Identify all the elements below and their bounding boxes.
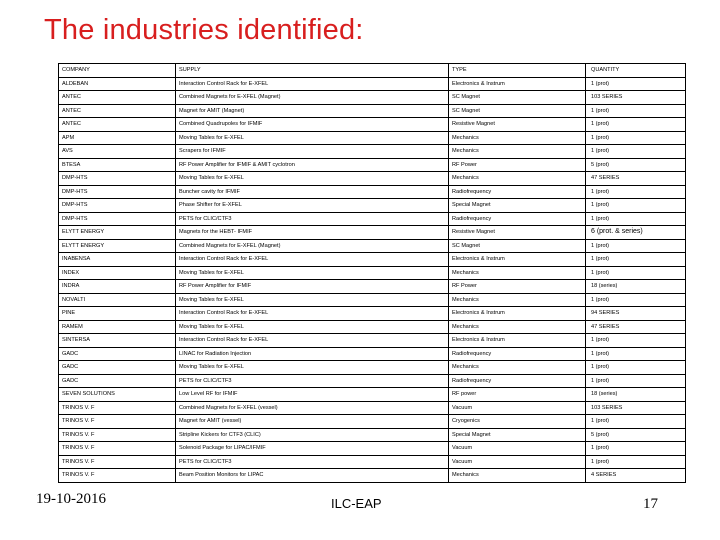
footer-date: 19-10-2016 <box>36 491 106 507</box>
supply-cell: Combined Quadrupoles for IFMIF <box>176 118 449 132</box>
quantity-cell: 1 (prot) <box>586 145 686 159</box>
type-cell: SC Magnet <box>449 91 586 105</box>
company-cell: TRINOS V. F <box>59 401 176 415</box>
table-row <box>59 266 686 280</box>
supply-cell: Interaction Control Rack for E-XFEL <box>176 253 449 267</box>
company-cell: DMP-HTS <box>59 172 176 186</box>
quantity-cell: 5 (prot) <box>586 428 686 442</box>
quantity-cell: 1 (prot) <box>586 374 686 388</box>
type-cell: Mechanics <box>449 320 586 334</box>
quantity-cell: 1 (prot) <box>586 199 686 213</box>
company-cell: GADC <box>59 374 176 388</box>
company-cell: APM <box>59 131 176 145</box>
table-row <box>59 388 686 402</box>
supply-cell: Combined Magnets for E-XFEL (vessel) <box>176 401 449 415</box>
type-cell: Vacuum <box>449 455 586 469</box>
supply-cell: Magnet for AMIT (Magnet) <box>176 104 449 118</box>
supply-cell: Stripline Kickers for CTF3 (CLIC) <box>176 428 449 442</box>
type-cell: Mechanics <box>449 469 586 483</box>
table-row <box>59 226 686 240</box>
quantity-cell: 1 (prot) <box>586 442 686 456</box>
table-row <box>59 118 686 132</box>
company-cell: GADC <box>59 347 176 361</box>
type-cell: Mechanics <box>449 361 586 375</box>
company-cell: RAMEM <box>59 320 176 334</box>
type-cell: Mechanics <box>449 131 586 145</box>
supply-cell: Moving Tables for E-XFEL <box>176 320 449 334</box>
table-row <box>59 253 686 267</box>
table-row <box>59 469 686 483</box>
company-cell: ANTEC <box>59 91 176 105</box>
supply-cell: Scrapers for IFMIF <box>176 145 449 159</box>
supply-cell: LINAC for Radiation Injection <box>176 347 449 361</box>
type-cell: Electronics & Instrum <box>449 253 586 267</box>
company-cell: ANTEC <box>59 118 176 132</box>
supply-cell: RF Power Amplifier for IFMIF & AMIT cyclotron <box>176 158 449 172</box>
slide-title: The industries identified: <box>44 14 364 46</box>
quantity-cell: 1 (prot) <box>586 347 686 361</box>
company-cell: INDEX <box>59 266 176 280</box>
quantity-cell: 94 SERIES <box>586 307 686 321</box>
table-row <box>59 131 686 145</box>
company-cell: DMP-HTS <box>59 185 176 199</box>
supply-cell: Moving Tables for E-XFEL <box>176 172 449 186</box>
quantity-cell: 103 SERIES <box>586 91 686 105</box>
quantity-cell: 1 (prot) <box>586 239 686 253</box>
type-cell: Special Magnet <box>449 428 586 442</box>
table-row <box>59 185 686 199</box>
company-cell: ALDEBAN <box>59 77 176 91</box>
table-header-row <box>59 64 686 78</box>
type-cell: Vacuum <box>449 401 586 415</box>
table-row <box>59 415 686 429</box>
supply-cell: Combined Magnets for E-XFEL (Magnet) <box>176 239 449 253</box>
company-cell: GADC <box>59 361 176 375</box>
type-cell: Special Magnet <box>449 199 586 213</box>
supply-cell: Interaction Control Rack for E-XFEL <box>176 334 449 348</box>
type-cell: RF Power <box>449 280 586 294</box>
type-cell: Radiofrequency <box>449 212 586 226</box>
table-row <box>59 77 686 91</box>
company-cell: ELYTT ENERGY <box>59 239 176 253</box>
company-cell: AVS <box>59 145 176 159</box>
quantity-cell: 6 (prot. & series) <box>586 226 686 240</box>
supply-cell: Beam Position Monitors for LIPAC <box>176 469 449 483</box>
quantity-cell: 1 (prot) <box>586 77 686 91</box>
quantity-cell: 1 (prot) <box>586 266 686 280</box>
company-cell: TRINOS V. F <box>59 455 176 469</box>
header-company: COMPANY <box>59 64 176 78</box>
company-cell: NOVALTI <box>59 293 176 307</box>
quantity-cell: 1 (prot) <box>586 253 686 267</box>
company-cell: TRINOS V. F <box>59 415 176 429</box>
company-cell: BTESA <box>59 158 176 172</box>
type-cell: Mechanics <box>449 145 586 159</box>
type-cell: Resistive Magnet <box>449 226 586 240</box>
type-cell: RF Power <box>449 158 586 172</box>
supply-cell: PETS for CLIC/CTF3 <box>176 455 449 469</box>
table-row <box>59 307 686 321</box>
quantity-cell: 1 (prot) <box>586 185 686 199</box>
company-cell: ELYTT ENERGY <box>59 226 176 240</box>
company-cell: ANTEC <box>59 104 176 118</box>
type-cell: SC Magnet <box>449 239 586 253</box>
type-cell: Radiofrequency <box>449 374 586 388</box>
quantity-cell: 1 (prot) <box>586 131 686 145</box>
quantity-cell: 1 (prot) <box>586 455 686 469</box>
supply-cell: Solenoid Package for LIPAC/IFMIF <box>176 442 449 456</box>
industries-table <box>58 63 686 483</box>
quantity-cell: 5 (prot) <box>586 158 686 172</box>
footer-event: ILC-EAP <box>331 496 382 511</box>
quantity-cell: 1 (prot) <box>586 212 686 226</box>
type-cell: Resistive Magnet <box>449 118 586 132</box>
supply-cell: Magnets for the HEBT- IFMIF <box>176 226 449 240</box>
table-row <box>59 91 686 105</box>
type-cell: Cryogenics <box>449 415 586 429</box>
page-number: 17 <box>643 496 658 512</box>
table-row <box>59 401 686 415</box>
header-quantity: QUANTITY <box>586 64 686 78</box>
type-cell: Radiofrequency <box>449 347 586 361</box>
table-row <box>59 361 686 375</box>
table-row <box>59 442 686 456</box>
quantity-cell: 1 (prot) <box>586 293 686 307</box>
company-cell: SINTERSA <box>59 334 176 348</box>
table-row <box>59 455 686 469</box>
supply-cell: Buncher cavity for IFMIF <box>176 185 449 199</box>
company-cell: TRINOS V. F <box>59 442 176 456</box>
table-row <box>59 199 686 213</box>
table-row <box>59 334 686 348</box>
company-cell: SEVEN SOLUTIONS <box>59 388 176 402</box>
company-cell: DMP-HTS <box>59 199 176 213</box>
supply-cell: Moving Tables for E-XFEL <box>176 266 449 280</box>
company-cell: TRINOS V. F <box>59 428 176 442</box>
quantity-cell: 4 SERIES <box>586 469 686 483</box>
quantity-cell: 47 SERIES <box>586 172 686 186</box>
quantity-cell: 47 SERIES <box>586 320 686 334</box>
quantity-cell: 1 (prot) <box>586 415 686 429</box>
table-row <box>59 374 686 388</box>
type-cell: Electronics & Instrum <box>449 77 586 91</box>
supply-cell: Moving Tables for E-XFEL <box>176 293 449 307</box>
type-cell: RF power <box>449 388 586 402</box>
quantity-cell: 1 (prot) <box>586 118 686 132</box>
table-row <box>59 239 686 253</box>
company-cell: DMP-HTS <box>59 212 176 226</box>
supply-cell: Moving Tables for E-XFEL <box>176 361 449 375</box>
table-row <box>59 320 686 334</box>
supply-cell: Interaction Control Rack for E-XFEL <box>176 307 449 321</box>
supply-cell: Magnet for AMIT (vessel) <box>176 415 449 429</box>
supply-cell: PETS for CLIC/CTF3 <box>176 374 449 388</box>
supply-cell: Phase Shifter for E-XFEL <box>176 199 449 213</box>
type-cell: Radiofrequency <box>449 185 586 199</box>
header-supply: SUPPLY <box>176 64 449 78</box>
supply-cell: Low Level RF for IFMIF <box>176 388 449 402</box>
quantity-cell: 18 (series) <box>586 280 686 294</box>
table-body <box>59 64 686 483</box>
supply-cell: Combined Magnets for E-XFEL (Magnet) <box>176 91 449 105</box>
type-cell: Mechanics <box>449 172 586 186</box>
table-row <box>59 280 686 294</box>
supply-cell: RF Power Amplifier for IFMIF <box>176 280 449 294</box>
table-row <box>59 104 686 118</box>
type-cell: Mechanics <box>449 293 586 307</box>
type-cell: Mechanics <box>449 266 586 280</box>
type-cell: Electronics & Instrum <box>449 307 586 321</box>
quantity-cell: 103 SERIES <box>586 401 686 415</box>
table-row <box>59 428 686 442</box>
table-row <box>59 212 686 226</box>
company-cell: INABENSA <box>59 253 176 267</box>
table-row <box>59 145 686 159</box>
table-row <box>59 347 686 361</box>
quantity-cell: 1 (prot) <box>586 334 686 348</box>
type-cell: SC Magnet <box>449 104 586 118</box>
company-cell: PINE <box>59 307 176 321</box>
company-cell: TRINOS V. F <box>59 469 176 483</box>
quantity-cell: 18 (series) <box>586 388 686 402</box>
quantity-cell: 1 (prot) <box>586 104 686 118</box>
supply-cell: PETS for CLIC/CTF3 <box>176 212 449 226</box>
type-cell: Electronics & Instrum <box>449 334 586 348</box>
supply-cell: Moving Tables for E-XFEL <box>176 131 449 145</box>
supply-cell: Interaction Control Rack for E-XFEL <box>176 77 449 91</box>
table-row <box>59 158 686 172</box>
quantity-cell: 1 (prot) <box>586 361 686 375</box>
header-type: TYPE <box>449 64 586 78</box>
table-row <box>59 172 686 186</box>
company-cell: INDRA <box>59 280 176 294</box>
table-row <box>59 293 686 307</box>
type-cell: Vacuum <box>449 442 586 456</box>
